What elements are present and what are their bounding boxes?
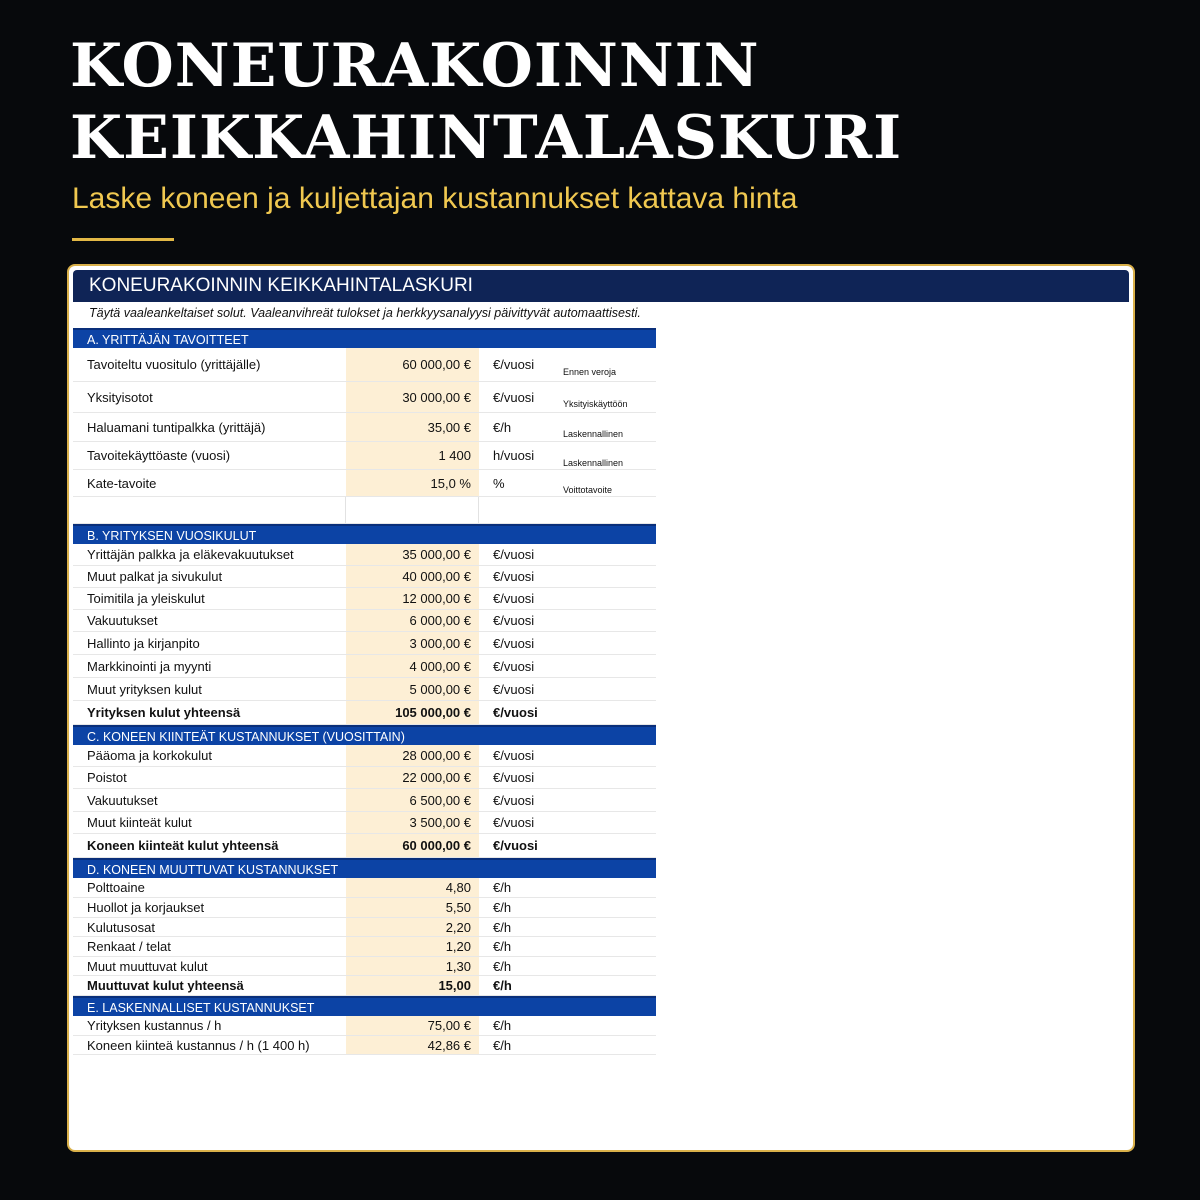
total-row [73,834,656,858]
row-unit: €/h [493,419,512,435]
table-row [73,918,656,937]
row-unit: €/vuosi [493,748,535,763]
left-column [73,328,656,1055]
page-title-line-1: KONEURAKOINNIN [70,31,760,101]
input-cell[interactable]: 60 000,00 € [346,348,479,381]
empty-cell [345,497,479,523]
calc-cell: 42,86 € [346,1036,479,1054]
sheet-title: KONEURAKOINNIN KEIKKAHINTALASKURI [73,270,1129,302]
row-label: Pääoma ja korkokulut [87,748,213,763]
row-label: Muut yrityksen kulut [87,681,202,697]
input-cell[interactable]: 1,20 [346,937,479,956]
row-label: Yrittäjän palkka ja eläkevakuutukset [87,547,294,562]
input-cell[interactable]: 35 000,00 € [346,544,479,565]
row-label: Toimitila ja yleiskulut [87,591,205,606]
table-row [73,937,656,957]
input-cell[interactable]: 40 000,00 € [346,566,479,587]
input-cell[interactable]: 5 000,00 € [346,678,479,700]
row-label: Yrityksen kulut yhteensä [87,705,241,720]
input-cell[interactable]: 6 000,00 € [346,610,479,631]
total-row [73,701,656,725]
page-title-line-2: KEIKKAHINTALASKURI [70,103,903,173]
gold-divider [72,238,174,241]
section-d-header: D. KONEEN MUUTTUVAT KUSTANNUKSET [73,858,656,878]
table-row [73,789,656,812]
row-unit: €/vuosi [493,591,535,606]
input-cell[interactable]: 3 500,00 € [346,812,479,833]
table-row [73,566,656,588]
row-unit: €/h [493,958,512,974]
row-label: Polttoaine [87,880,145,895]
table-row [73,1036,656,1055]
table-row [73,544,656,566]
row-note: Voittotavoite [563,485,613,495]
table-row [73,812,656,834]
row-unit: €/h [493,939,512,954]
row-unit: €/vuosi [493,658,535,674]
table-row [73,1016,656,1036]
row-unit: % [493,475,505,491]
input-cell[interactable]: 6 500,00 € [346,789,479,811]
row-label: Muuttuvat kulut yhteensä [87,978,244,993]
row-label: Yrityksen kustannus / h [87,1018,222,1033]
row-unit: €/vuosi [493,357,535,372]
input-cell[interactable]: 1 400 [346,442,479,469]
row-unit: €/vuosi [493,389,535,405]
input-cell[interactable]: 30 000,00 € [346,382,479,412]
row-label: Koneen kiinteä kustannus / h (1 400 h) [87,1037,310,1053]
empty-row [73,497,656,524]
row-unit: €/vuosi [493,613,535,628]
row-label: Kate-tavoite [87,475,157,491]
section-a-header: A. YRITTÄJÄN TAVOITTEET [73,328,656,348]
table-row [73,655,656,678]
sheet-instructions: Täytä vaaleankeltaiset solut. Vaaleanvihreät tulokset ja herkkyysanalyysi päivittyvät automaattisesti. [89,306,641,320]
row-unit: €/vuosi [493,569,535,584]
table-row [73,678,656,701]
row-label: Haluamani tuntipalkka (yrittäjä) [87,419,266,435]
row-label: Tavoitekäyttöaste (vuosi) [87,448,231,463]
row-label: Yksityisotot [87,389,153,405]
input-cell[interactable]: 15,0 % [346,470,479,496]
total-cell: 15,00 [346,976,479,995]
table-row [73,898,656,918]
row-label: Koneen kiinteät kulut yhteensä [87,838,279,853]
section-c-header: C. KONEEN KIINTEÄT KUSTANNUKSET (VUOSITTAIN) [73,725,656,745]
table-row [73,413,656,442]
row-unit: €/h [493,919,512,935]
input-cell[interactable]: 1,30 [346,957,479,975]
row-unit: €/h [493,880,512,895]
table-row [73,957,656,976]
row-label: Muut palkat ja sivukulut [87,569,223,584]
row-label: Renkaat / telat [87,939,171,954]
input-cell[interactable]: 12 000,00 € [346,588,479,609]
row-label: Muut kiinteät kulut [87,815,192,830]
row-unit: €/vuosi [493,681,535,697]
row-unit: €/vuosi [493,635,535,651]
input-cell[interactable]: 5,50 [346,898,479,917]
input-cell[interactable]: 28 000,00 € [346,745,479,766]
input-cell[interactable]: 22 000,00 € [346,767,479,788]
table-row [73,382,656,413]
calculator-sheet [67,264,1135,1152]
total-row [73,976,656,996]
row-label: Kulutusosat [87,919,155,935]
row-note: Laskennallinen [563,457,624,468]
section-b-header: B. YRITYKSEN VUOSIKULUT [73,524,656,544]
table-row [73,632,656,655]
row-unit: €/vuosi [493,792,535,808]
row-unit: €/vuosi [493,815,535,830]
column-divider [656,328,659,1150]
row-note: Ennen veroja [563,366,617,377]
table-row [73,442,656,470]
table-row [73,588,656,610]
total-cell: 60 000,00 € [346,834,479,857]
total-cell: 105 000,00 € [346,701,479,724]
table-row [73,767,656,789]
calc-cell: 75,00 € [346,1016,479,1035]
row-note: Laskennallinen [563,429,624,439]
row-label: Poistot [87,770,127,785]
table-row [73,745,656,767]
input-cell[interactable]: 4 000,00 € [346,655,479,677]
table-row [73,610,656,632]
table-row [73,470,656,497]
row-unit: €/h [493,1018,512,1033]
row-label: Huollot ja korjaukset [87,900,205,915]
row-unit: €/h [493,1037,512,1053]
row-unit: €/vuosi [493,838,538,853]
row-label: Vakuutukset [87,792,158,808]
table-row [73,348,656,382]
row-label: Tavoiteltu vuositulo (yrittäjälle) [87,357,261,372]
input-cell[interactable]: 35,00 € [346,413,479,441]
row-unit: €/vuosi [493,770,535,785]
input-cell[interactable]: 4,80 [346,878,479,897]
table-row [73,878,656,898]
row-unit: h/vuosi [493,448,535,463]
row-label: Hallinto ja kirjanpito [87,635,200,651]
row-note: Yksityiskäyttöön [563,399,628,409]
row-label: Vakuutukset [87,613,158,628]
row-unit: €/vuosi [493,705,538,720]
page-title [70,30,902,174]
input-cell[interactable]: 2,20 [346,918,479,936]
input-cell[interactable]: 3 000,00 € [346,632,479,654]
row-unit: €/h [493,900,512,915]
row-unit: €/h [493,978,512,993]
row-label: Markkinointi ja myynti [87,658,212,674]
row-label: Muut muuttuvat kulut [87,958,208,974]
section-e-header: E. LASKENNALLISET KUSTANNUKSET [73,996,656,1016]
page-subtitle: Laske koneen ja kuljettajan kustannukset kattava hinta [72,182,798,215]
row-unit: €/vuosi [493,547,535,562]
